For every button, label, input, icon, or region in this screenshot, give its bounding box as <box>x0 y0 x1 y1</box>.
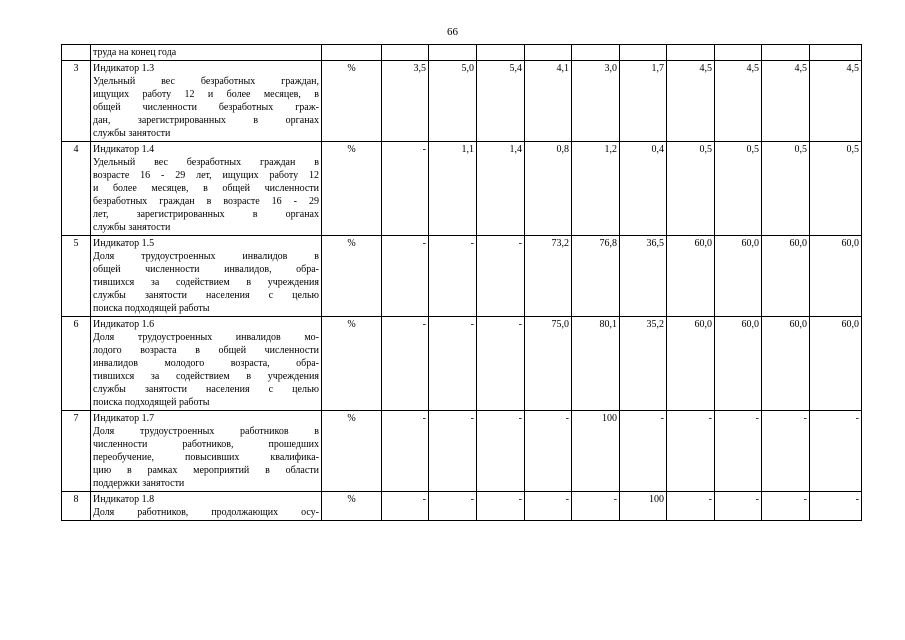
value-cell: 100 <box>572 411 620 492</box>
value-cell: - <box>715 492 762 521</box>
value-cell: - <box>810 492 862 521</box>
value-cell <box>382 45 429 61</box>
value-cell: - <box>667 411 715 492</box>
indicator-cell <box>91 492 322 521</box>
indicator-description-line: общей численности безработных граж- <box>93 102 319 113</box>
value-cell: 60,0 <box>810 317 862 411</box>
value-cell: 4,5 <box>762 61 810 142</box>
value-cell: 1,1 <box>429 142 477 236</box>
value-cell <box>477 45 525 61</box>
indicator-title: Индикатор 1.4 <box>93 144 155 155</box>
value-cell: - <box>382 142 429 236</box>
value-cell: 75,0 <box>525 317 572 411</box>
value-cell: 5,0 <box>429 61 477 142</box>
value-cell: - <box>429 411 477 492</box>
value-cell: - <box>382 411 429 492</box>
indicator-description-line: инвалидов молодого возраста, обра- <box>93 358 319 369</box>
continuation-text: труда на конец года <box>91 45 322 61</box>
value-cell: - <box>429 492 477 521</box>
value-cell: - <box>572 492 620 521</box>
value-cell: 4,5 <box>715 61 762 142</box>
value-cell <box>762 45 810 61</box>
indicator-description-line: цию в рамках мероприятий в области <box>93 465 319 476</box>
unit-cell: % <box>322 317 382 411</box>
value-cell: 3,5 <box>382 61 429 142</box>
value-cell: 80,1 <box>572 317 620 411</box>
value-cell: 0,8 <box>525 142 572 236</box>
value-cell: - <box>525 411 572 492</box>
value-cell: - <box>382 236 429 317</box>
indicator-title: Индикатор 1.7 <box>93 413 155 424</box>
indicator-description-line: службы занятости <box>93 128 171 139</box>
value-cell: 0,5 <box>667 142 715 236</box>
value-cell: 60,0 <box>715 236 762 317</box>
page-number: 66 <box>447 26 458 38</box>
table-row-continuation <box>62 45 862 61</box>
indicator-description-line: ищущих работу 12 и более месяцев, в <box>93 89 319 100</box>
value-cell: 0,5 <box>762 142 810 236</box>
value-cell: - <box>477 492 525 521</box>
indicators-table <box>61 44 862 521</box>
table-row <box>62 317 862 411</box>
indicator-description-line: поиска подходящей работы <box>93 397 210 408</box>
value-cell: 4,5 <box>810 61 862 142</box>
value-cell: 60,0 <box>715 317 762 411</box>
value-cell: 0,5 <box>715 142 762 236</box>
indicator-description-line: Удельный вес безработных граждан в <box>93 157 319 168</box>
value-cell: 73,2 <box>525 236 572 317</box>
unit-cell: % <box>322 492 382 521</box>
value-cell: 76,8 <box>572 236 620 317</box>
indicator-description-line: и более месяцев, в общей численности <box>93 183 319 194</box>
value-cell <box>620 45 667 61</box>
value-cell: 0,5 <box>810 142 862 236</box>
indicator-description-line: тившихся за содействием в учреждения <box>93 277 319 288</box>
value-cell: 60,0 <box>810 236 862 317</box>
table-row <box>62 492 862 521</box>
table-row <box>62 61 862 142</box>
indicator-description-line: службы занятости населения с целью <box>93 384 319 395</box>
value-cell: - <box>715 411 762 492</box>
indicator-description-line: службы занятости населения с целью <box>93 290 319 301</box>
row-number: 7 <box>62 411 91 492</box>
table-row <box>62 236 862 317</box>
value-cell: 4,1 <box>525 61 572 142</box>
table-body <box>62 45 862 521</box>
row-number: 3 <box>62 61 91 142</box>
value-cell: 0,4 <box>620 142 667 236</box>
indicator-title: Индикатор 1.3 <box>93 63 155 74</box>
indicator-cell <box>91 142 322 236</box>
value-cell: 1,4 <box>477 142 525 236</box>
value-cell: - <box>382 492 429 521</box>
value-cell: - <box>382 317 429 411</box>
row-number: 5 <box>62 236 91 317</box>
value-cell <box>429 45 477 61</box>
indicator-description-line: Доля трудоустроенных работников в <box>93 426 319 437</box>
indicator-cell <box>91 236 322 317</box>
indicator-description-line: Удельный вес безработных граждан, <box>93 76 319 87</box>
indicator-description-line: Доля трудоустроенных инвалидов в <box>93 251 319 262</box>
value-cell: 36,5 <box>620 236 667 317</box>
indicator-description-line: службы занятости <box>93 222 171 233</box>
value-cell <box>810 45 862 61</box>
unit-cell: % <box>322 142 382 236</box>
indicator-title: Индикатор 1.8 <box>93 494 155 505</box>
value-cell: 60,0 <box>762 236 810 317</box>
value-cell: 1,2 <box>572 142 620 236</box>
table-row <box>62 411 862 492</box>
value-cell: 100 <box>620 492 667 521</box>
indicator-description-line: безработных граждан в возрасте 16 - 29 <box>93 196 319 207</box>
indicator-description-line: переобучение, повысивших квалифика- <box>93 452 319 463</box>
value-cell: 4,5 <box>667 61 715 142</box>
indicator-description-line: поддержки занятости <box>93 478 185 489</box>
value-cell: - <box>762 411 810 492</box>
value-cell: - <box>667 492 715 521</box>
value-cell: - <box>810 411 862 492</box>
indicator-cell <box>91 61 322 142</box>
value-cell: 1,7 <box>620 61 667 142</box>
indicator-description-line: Доля трудоустроенных инвалидов мо- <box>93 332 319 343</box>
value-cell: - <box>477 317 525 411</box>
indicator-description-line: численности работников, прошедших <box>93 439 319 450</box>
row-number: 4 <box>62 142 91 236</box>
row-number-cell <box>62 45 91 61</box>
value-cell <box>525 45 572 61</box>
unit-cell: % <box>322 236 382 317</box>
value-cell: - <box>762 492 810 521</box>
row-number: 6 <box>62 317 91 411</box>
value-cell: 3,0 <box>572 61 620 142</box>
indicator-description-line: тившихся за содействием в учреждения <box>93 371 319 382</box>
value-cell: 60,0 <box>667 317 715 411</box>
value-cell: - <box>477 411 525 492</box>
indicator-title: Индикатор 1.6 <box>93 319 155 330</box>
indicator-cell <box>91 411 322 492</box>
indicator-description-line: дан, зарегистрированных в органах <box>93 115 319 126</box>
indicator-description-line: Доля работников, продолжающих осу- <box>93 507 319 518</box>
indicator-title: Индикатор 1.5 <box>93 238 155 249</box>
indicator-description-line: лодого возраста в общей численности <box>93 345 319 356</box>
unit-cell: % <box>322 61 382 142</box>
row-number: 8 <box>62 492 91 521</box>
value-cell: 60,0 <box>667 236 715 317</box>
indicator-description-line: общей численности инвалидов, обра- <box>93 264 319 275</box>
indicator-description-line: лет, зарегистрированных в органах <box>93 209 319 220</box>
unit-cell: % <box>322 411 382 492</box>
indicator-description-line: поиска подходящей работы <box>93 303 210 314</box>
value-cell: - <box>620 411 667 492</box>
indicator-description-line: возрасте 16 - 29 лет, ищущих работу 12 <box>93 170 319 181</box>
indicator-cell <box>91 317 322 411</box>
value-cell: - <box>429 236 477 317</box>
value-cell <box>715 45 762 61</box>
table-row <box>62 142 862 236</box>
value-cell: - <box>477 236 525 317</box>
value-cell: 60,0 <box>762 317 810 411</box>
value-cell: 5,4 <box>477 61 525 142</box>
value-cell: - <box>429 317 477 411</box>
value-cell: - <box>525 492 572 521</box>
value-cell <box>667 45 715 61</box>
unit-cell <box>322 45 382 61</box>
value-cell <box>572 45 620 61</box>
value-cell: 35,2 <box>620 317 667 411</box>
